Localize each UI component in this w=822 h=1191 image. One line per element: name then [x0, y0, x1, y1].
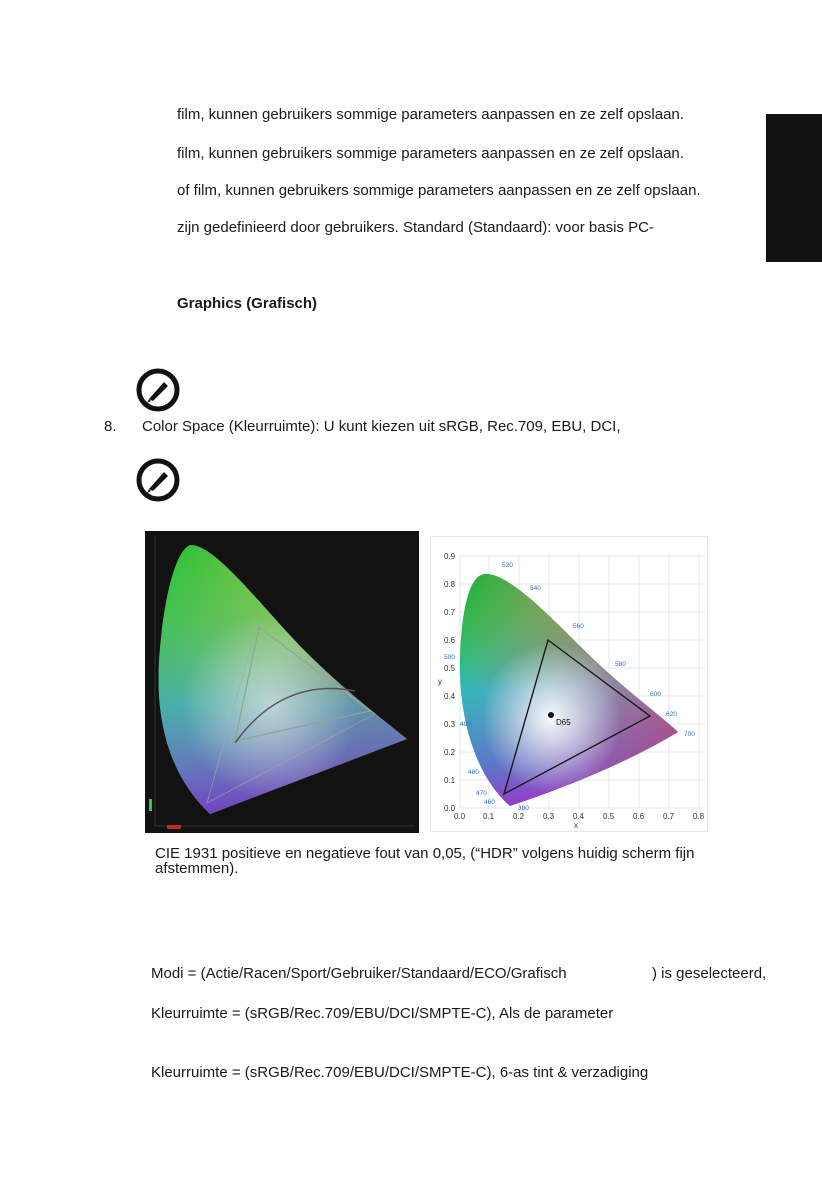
- y-tick: 0.1: [444, 776, 456, 785]
- section-heading-graphics: Graphics (Grafisch): [177, 295, 318, 312]
- wavelength-label: 490: [460, 721, 471, 728]
- y-tick: 0.0: [444, 804, 456, 813]
- note-pen-icon: [136, 368, 180, 412]
- paragraph-line: film, kunnen gebruikers sommige parameters aanpassen en ze zelf opslaan.: [177, 145, 684, 162]
- y-tick: 0.5: [444, 664, 456, 673]
- wavelength-label: 620: [666, 711, 677, 718]
- figure-caption: CIE 1931 positieve en negatieve fout van 0,05, (“HDR” volgens huidig scherm fijn afstemmen).: [155, 845, 695, 877]
- y-tick: 0.7: [444, 608, 456, 617]
- wavelength-label: 700: [684, 731, 695, 738]
- wavelength-label: 460: [484, 799, 495, 806]
- paragraph-line: zijn gedefinieerd door gebruikers. Standard (Standaard): voor basis PC-: [177, 219, 654, 236]
- modes-line: Modi = (Actie/Racen/Sport/Gebruiker/Standaard/ECO/Grafisch: [151, 965, 567, 982]
- wavelength-label: 540: [530, 585, 541, 592]
- cie-diagram-light: [430, 536, 708, 832]
- y-axis-label: y: [438, 677, 442, 686]
- note-pen-icon: [136, 458, 180, 502]
- x-tick: 0.3: [543, 812, 555, 821]
- x-tick: 0.4: [573, 812, 585, 821]
- paragraph-line: of film, kunnen gebruikers sommige parameters aanpassen en ze zelf opslaan.: [177, 182, 701, 199]
- wavelength-label: 380: [518, 805, 529, 812]
- x-tick: 0.0: [454, 812, 466, 821]
- wavelength-label: 560: [573, 623, 584, 630]
- x-tick: 0.7: [663, 812, 675, 821]
- modes-line-tail: ) is geselecteerd,: [652, 965, 767, 982]
- x-tick: 0.5: [603, 812, 615, 821]
- white-point-label: D65: [556, 718, 571, 727]
- y-tick: 0.4: [444, 692, 456, 701]
- wavelength-label: 520: [502, 562, 513, 569]
- wavelength-label: 500: [444, 654, 455, 661]
- x-tick: 0.1: [483, 812, 495, 821]
- x-tick: 0.8: [693, 812, 705, 821]
- wavelength-label: 580: [615, 661, 626, 668]
- colorspace-line: Kleurruimte = (sRGB/Rec.709/EBU/DCI/SMPTE-C), 6-as tint & verzadiging: [151, 1064, 649, 1081]
- y-tick: 0.9: [444, 552, 456, 561]
- y-tick: 0.8: [444, 580, 456, 589]
- paragraph-line: film, kunnen gebruikers sommige parameters aanpassen en ze zelf opslaan.: [177, 106, 684, 123]
- y-tick: 0.6: [444, 636, 456, 645]
- wavelength-label: 480: [468, 769, 479, 776]
- x-axis-label: x: [574, 821, 578, 830]
- colorspace-line: Kleurruimte = (sRGB/Rec.709/EBU/DCI/SMPTE-C), Als de parameter: [151, 1005, 614, 1022]
- white-point-marker: [548, 712, 554, 718]
- x-tick: 0.6: [633, 812, 645, 821]
- list-item-text: Color Space (Kleurruimte): U kunt kiezen uit sRGB, Rec.709, EBU, DCI,: [142, 418, 621, 435]
- wavelength-label: 600: [650, 691, 661, 698]
- wavelength-label: 470: [476, 790, 487, 797]
- y-tick: 0.2: [444, 748, 456, 757]
- list-item-number: 8.: [104, 418, 117, 435]
- y-tick: 0.3: [444, 720, 456, 729]
- x-tick: 0.2: [513, 812, 525, 821]
- cie-diagram-dark: [145, 531, 419, 833]
- language-tab-marker: [766, 114, 822, 262]
